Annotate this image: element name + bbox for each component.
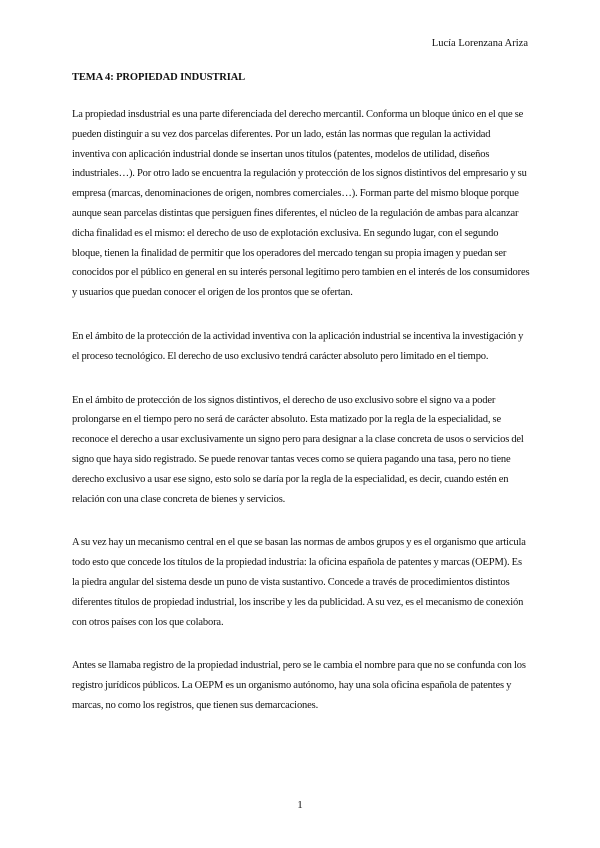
header-author: Lucía Lorenzana Ariza	[431, 38, 528, 49]
paragraph-3: En el ámbito de protección de los signos distintivos, el derecho de uso exclusivo sobre el signo va a poder prolongarse en el tiempo pero no será de carácter absoluto. Esta matizado por la regla de la especialidad, se reconoce el derecho a usar exclusivamente un signo pero para designar a la clase concreta de usos o servicios del signo que haya sido registrado. Se puede renovar tantas veces como se quiera pagando una tasa, pero no tiene derecho exclusivo a usar ese signo, esto solo se daría por la regla de la especialidad, es decir, cuando estén en relación con una clase concreta de bienes y servicios.	[72, 394, 524, 505]
paragraph-5: Antes se llamaba registro de la propiedad industrial, pero se le cambia el nombre para que no se confunda con los registro jurídicos públicos. La OEPM es un organismo autónomo, hay una sola oficina española de patentes y marcas, no como los registros, que tienen sus demarcaciones.	[72, 660, 526, 711]
paragraph-1: La propiedad insdustrial es una parte diferenciada del derecho mercantil. Conforma un bloque único en el que se pueden distinguir a su vez dos parcelas diferentes. Por un lado, están las normas que regulan la actividad inventiva con aplicación industrial donde se insertan unos títulos (patentes, modelos de utilidad, diseños industriales…). Por otro lado se encuentra la regulación y protección de los signos distintivos del empresario y su empresa (marcas, denominaciones de origen, nombres comerciales…). Forman parte del mismo bloque porque aunque sean parcelas distintas que persiguen fines diferentes, el núcleo de la regulación de ambas para alcanzar dicha finalidad es el mismo: el derecho de uso de explotación exclusiva. En segundo lugar, con el segundo bloque, tienen la finalidad de permitir que los operadores del mercado tengan su propia imagen y puedan ser conocidos por el público en general en su interés personal legítimo pero tambien en el interés de los consumidores y usuarios que puedan conocer el origen de los prontos que se ofertan.	[72, 109, 530, 299]
paragraph-4: A su vez hay un mecanismo central en el que se basan las normas de ambos grupos y es el organismo que articula todo esto que concede los títulos de la propiedad industria: la oficina española de patentes y marcas (OEPM). Es la piedra angular del sistema desde un puno de vista sustantivo. Concede a través de procedimientos distintos diferentes títulos de propiedad industrial, los inscribe y les da publicidad. A su vez, es el mecanismo de conexión con otros países con los que colabora.	[72, 537, 526, 628]
document-title: TEMA 4: PROPIEDAD INDUSTRIAL	[72, 72, 246, 83]
paragraph-2: En el ámbito de la protección de la actividad inventiva con la aplicación industrial se incentiva la investigación y el proceso tecnológico. El derecho de uso exclusivo tendrá carácter absoluto pero limitado en el tiempo.	[72, 330, 524, 362]
document-body	[72, 72, 530, 740]
page-number: 1	[297, 799, 303, 811]
